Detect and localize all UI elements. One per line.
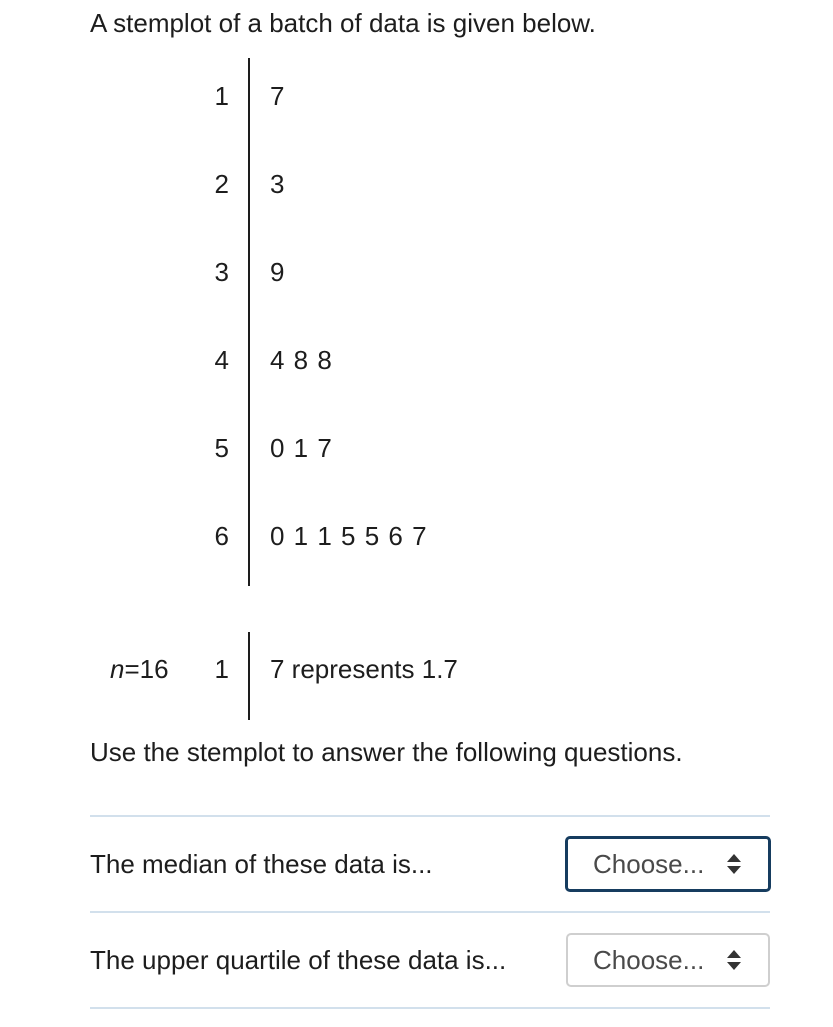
sample-size-value: =16 <box>124 654 169 684</box>
stem-value: 1 <box>214 81 229 111</box>
stemplot-row <box>0 428 833 468</box>
median-select[interactable] <box>565 836 771 892</box>
up-down-caret-icon <box>726 949 742 971</box>
stem-value: 6 <box>214 521 229 551</box>
stem-value: 5 <box>214 433 229 463</box>
key-explanation: 7 represents 1.7 <box>270 654 458 684</box>
median-question-label: The median of these data is... <box>90 849 433 879</box>
stem-divider-line <box>248 58 250 586</box>
intro-text: A stemplot of a batch of data is given below. <box>90 8 596 38</box>
stemplot-row <box>0 164 833 204</box>
key-divider-line <box>248 632 250 720</box>
leaf-values: 3 <box>270 169 286 199</box>
stemplot-row <box>0 340 833 380</box>
question-divider <box>90 1007 770 1009</box>
sample-size-label <box>110 649 169 689</box>
leaf-values: 4 8 8 <box>270 345 333 375</box>
upper-quartile-question-label: The upper quartile of these data is... <box>90 945 507 975</box>
select-value: Choose... <box>593 945 705 975</box>
leaf-values: 0 1 7 <box>270 433 333 463</box>
leaf-values: 7 <box>270 81 286 111</box>
instructions-text: Use the stemplot to answer the following questions. <box>90 737 683 767</box>
stemplot-row <box>0 252 833 292</box>
stem-value: 3 <box>214 257 229 287</box>
leaf-values: 0 1 1 5 5 6 7 <box>270 521 428 551</box>
question-divider <box>90 815 770 817</box>
stemplot-row <box>0 76 833 116</box>
sample-size-variable: n <box>110 654 125 684</box>
stemplot-row <box>0 516 833 556</box>
stem-value: 2 <box>214 169 229 199</box>
up-down-caret-icon <box>726 853 742 875</box>
stem-value: 4 <box>214 345 229 375</box>
key-stem-value: 1 <box>214 654 229 684</box>
upper-quartile-select[interactable] <box>566 933 770 987</box>
leaf-values: 9 <box>270 257 286 287</box>
select-value: Choose... <box>593 849 705 879</box>
question-divider <box>90 911 770 913</box>
